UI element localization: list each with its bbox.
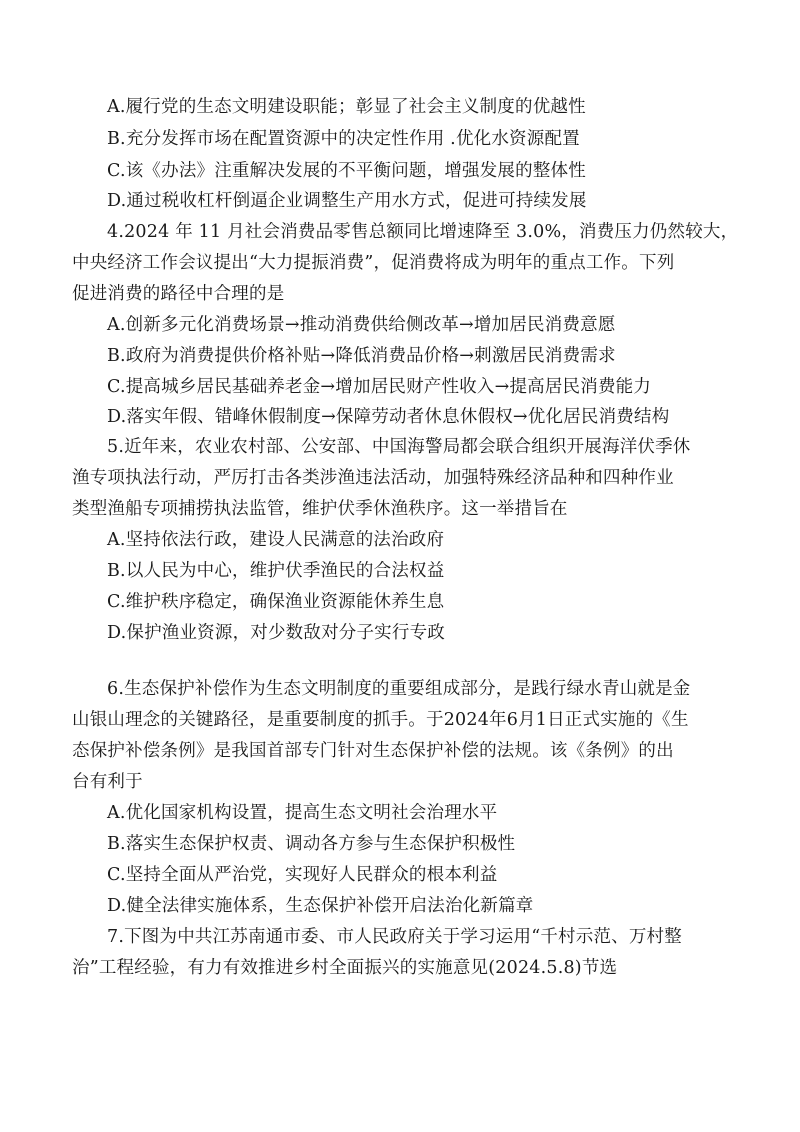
q5-stem-line-2: 渔专项执法行动，严厉打击各类涉渔违法活动，加强特殊经济品种和四种作业: [72, 468, 674, 488]
q5-option-c: C.维护秩序稳定，确保渔业资源能休养生息: [107, 592, 445, 612]
q4-option-a: A.创新多元化消费场景→推动消费供给侧改革→增加居民消费意愿: [107, 315, 616, 335]
q6-option-c: C.坚持全面从严治党，实现好人民群众的根本利益: [107, 865, 498, 885]
q4-option-d: D.落实年假、错峰休假制度→保障劳动者休息休假权→优化居民消费结构: [107, 407, 670, 427]
q6-stem-line-2: 山银山理念的关键路径，是重要制度的抓手。于2024年6月1日正式实施的《生: [72, 710, 689, 730]
q6-stem-line-3: 态保护补偿条例》是我国首部专门针对生态保护补偿的法规。该《条例》的出: [72, 741, 674, 761]
q3-option-b: B.充分发挥市场在配置资源中的决定性作用 .优化水资源配置: [107, 129, 580, 149]
q3-option-d: D.通过税收杠杆倒逼企业调整生产用水方式，促进可持续发展: [107, 191, 587, 211]
q4-option-b: B.政府为消费提供价格补贴→降低消费品价格→刺激居民消费需求: [107, 346, 616, 366]
q6-option-a: A.优化国家机构设置，提高生态文明社会治理水平: [107, 803, 498, 823]
q4-stem-line-3: 促进消费的路径中合理的是: [72, 284, 285, 304]
q4-option-c: C.提高城乡居民基础养老金→增加居民财产性收入→提高居民消费能力: [107, 377, 652, 397]
q6-stem-line-1: 6.生态保护补偿作为生态文明制度的重要组成部分，是践行绿水青山就是金: [107, 679, 691, 699]
q7-stem-line-2: 治”工程经验，有力有效推进乡村全面振兴的实施意见(2024.5.8)节选: [72, 958, 618, 978]
q5-option-d: D.保护渔业资源，对少数敌对分子实行专政: [107, 623, 445, 643]
q5-stem-line-3: 类型渔船专项捕捞执法监管，维护伏季休渔秩序。这一举措旨在: [72, 499, 568, 519]
q6-option-b: B.落实生态保护权责、调动各方参与生态保护积极性: [107, 834, 516, 854]
q4-stem-line-1: 4.2024 年 11 月社会消费品零售总额同比增速降至 3.0%，消费压力仍然较大，: [107, 222, 739, 242]
q6-option-d: D.健全法律实施体系，生态保护补偿开启法治化新篇章: [107, 896, 534, 916]
q7-stem-line-1: 7.下图为中共江苏南通市委、市人民政府关于学习运用“千村示范、万村整: [107, 927, 682, 947]
q3-option-a: A.履行党的生态文明建设职能；彰显了社会主义制度的优越性: [107, 97, 586, 117]
q5-stem-line-1: 5.近年来，农业农村部、公安部、中国海警局都会联合组织开展海洋伏季休: [107, 437, 691, 457]
q4-stem-line-2: 中央经济工作会议提出“大力提振消费”，促消费将成为明年的重点工作。下列: [72, 253, 675, 273]
q3-option-c: C.该《办法》注重解决发展的不平衡问题，增强发展的整体性: [107, 161, 586, 181]
q6-stem-line-4: 台有利于: [72, 772, 143, 792]
q5-option-a: A.坚持依法行政，建设人民满意的法治政府: [107, 530, 445, 550]
q5-option-b: B.以人民为中心，维护伏季渔民的合法权益: [107, 561, 445, 581]
